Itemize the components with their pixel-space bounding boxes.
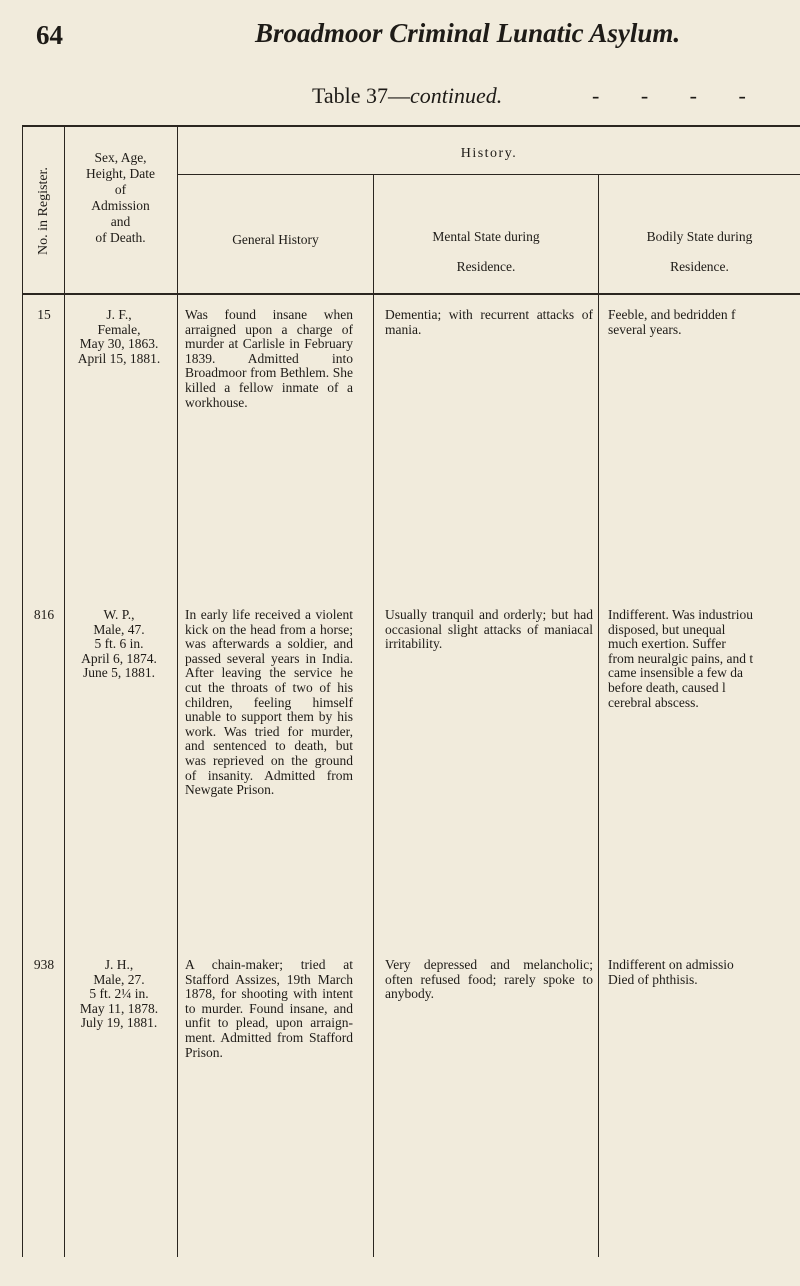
col-rule-register: [64, 125, 65, 1257]
row-general-history: A chain-maker; tried at Stafford Assizes, 19th March 1878, for shooting with intent to murder. Found insane, and unfit to plead, upon arraignment. Admitted from Stafford Prison.: [185, 957, 353, 1060]
row-detail-line: 5 ft. 2¼ in.: [89, 986, 149, 1002]
sex-age-header-line: of: [114, 182, 127, 197]
bodily-state-line: before death, caused l: [608, 679, 726, 695]
mental-state-header: [374, 222, 598, 282]
bodily-state-line: disposed, but unequal: [608, 621, 726, 637]
bodily-state-line: from neuralgic pains, and t: [608, 650, 754, 666]
row-mental-state: Usually tranquil and orderly; but had occasional slight attacks of maniacal irritability.: [385, 607, 593, 652]
row-details: [64, 958, 174, 1031]
bodily-state-line: several years.: [608, 321, 682, 337]
row-mental-state: Dementia; with recurrent attacks of mania.: [385, 307, 593, 337]
row-register-number: 816: [33, 607, 55, 622]
row-detail-line: Female,: [97, 321, 141, 337]
bodily-state-line: Indifferent. Was industriou: [608, 608, 754, 622]
row-detail-line: June 5, 1881.: [83, 665, 155, 681]
row-detail-line: Male, 27.: [93, 971, 145, 987]
sex-age-header-line: Height, Date: [86, 166, 155, 181]
table-top-rule: [22, 125, 800, 127]
sex-age-header: [64, 150, 177, 246]
history-header: History.: [460, 146, 518, 161]
row-register-number: 938: [33, 957, 55, 972]
register-header: [24, 128, 64, 293]
row-detail-line: April 6, 1874.: [81, 650, 157, 666]
row-details: [64, 608, 174, 681]
row-bodily-state: [608, 608, 800, 710]
row-mental-state: Very depressed and melancholic; often refused food; rarely spoke to anybody.: [385, 957, 593, 1002]
sex-age-header-line: Admission: [91, 198, 150, 213]
row-general-history: In early life received a violent kick on the head from a horse; was afterwards a soldier, and passed several years in India. After leaving the service he cut the throats of two of his children, feeling himself unable to support them by his work. Was tried for murder, and sentenced to death, but was reprieved on the ground of insanity. Admitted from Newgate Prison.: [185, 607, 353, 798]
title-dashes: - - - -: [592, 83, 764, 108]
row-detail-line: W. P.,: [103, 607, 135, 622]
bodily-state-header-line: Residence.: [670, 259, 729, 274]
header-bottom-rule: [22, 293, 800, 295]
row-detail-line: J. F.,: [106, 307, 132, 322]
running-head: Broadmoor Criminal Lunatic Asylum.: [255, 18, 681, 48]
row-detail-line: April 15, 1881.: [77, 350, 161, 366]
bodily-state-header-line: Bodily State during: [646, 229, 753, 244]
mental-state-header-line: Mental State during: [432, 229, 540, 244]
row-details: [64, 308, 174, 366]
sex-age-header-line: and: [110, 214, 131, 229]
table-title-continued: continued.: [410, 83, 503, 108]
bodily-state-line: came insensible a few da: [608, 665, 743, 681]
general-history-header: General History: [232, 232, 319, 247]
table-left-rule: [22, 125, 23, 1257]
col-rule-general: [373, 174, 374, 1257]
row-bodily-state: [608, 308, 800, 337]
row-register-number: 15: [37, 307, 51, 322]
col-rule-details: [177, 125, 178, 1257]
bodily-state-line: much exertion. Suffer: [608, 636, 726, 652]
table-title-main: Table 37—: [312, 83, 411, 108]
bodily-state-line: Died of phthisis.: [608, 971, 698, 987]
bodily-state-line: Indifferent on admissio: [608, 958, 734, 972]
table-title: [312, 83, 502, 109]
row-detail-line: 5 ft. 6 in.: [94, 636, 144, 652]
sex-age-header-line: of Death.: [95, 230, 146, 245]
bodily-state-line: cerebral abscess.: [608, 694, 699, 710]
row-bodily-state: [608, 958, 800, 987]
row-general-history: Was found insane when arraigned upon a charge of murder at Carlisle in February 1839. Admitted into Broadmoor from Bethlem. She killed a fellow inmate of a workhouse.: [185, 307, 353, 410]
sex-age-header-line: Sex, Age,: [94, 150, 147, 165]
bodily-state-line: Feeble, and bedridden f: [608, 308, 736, 322]
bodily-state-header: [599, 222, 800, 282]
mental-state-header-line: Residence.: [456, 259, 516, 274]
page-number: 64: [36, 20, 63, 50]
row-detail-line: July 19, 1881.: [80, 1015, 158, 1031]
col-rule-mental: [598, 174, 599, 1257]
register-header-label: No. in Register.: [36, 166, 51, 255]
history-sub-rule: [178, 174, 800, 175]
row-detail-line: May 11, 1878.: [79, 1000, 159, 1016]
row-detail-line: J. H.,: [104, 957, 134, 972]
row-detail-line: May 30, 1863.: [79, 336, 159, 352]
row-detail-line: Male, 47.: [93, 621, 145, 637]
